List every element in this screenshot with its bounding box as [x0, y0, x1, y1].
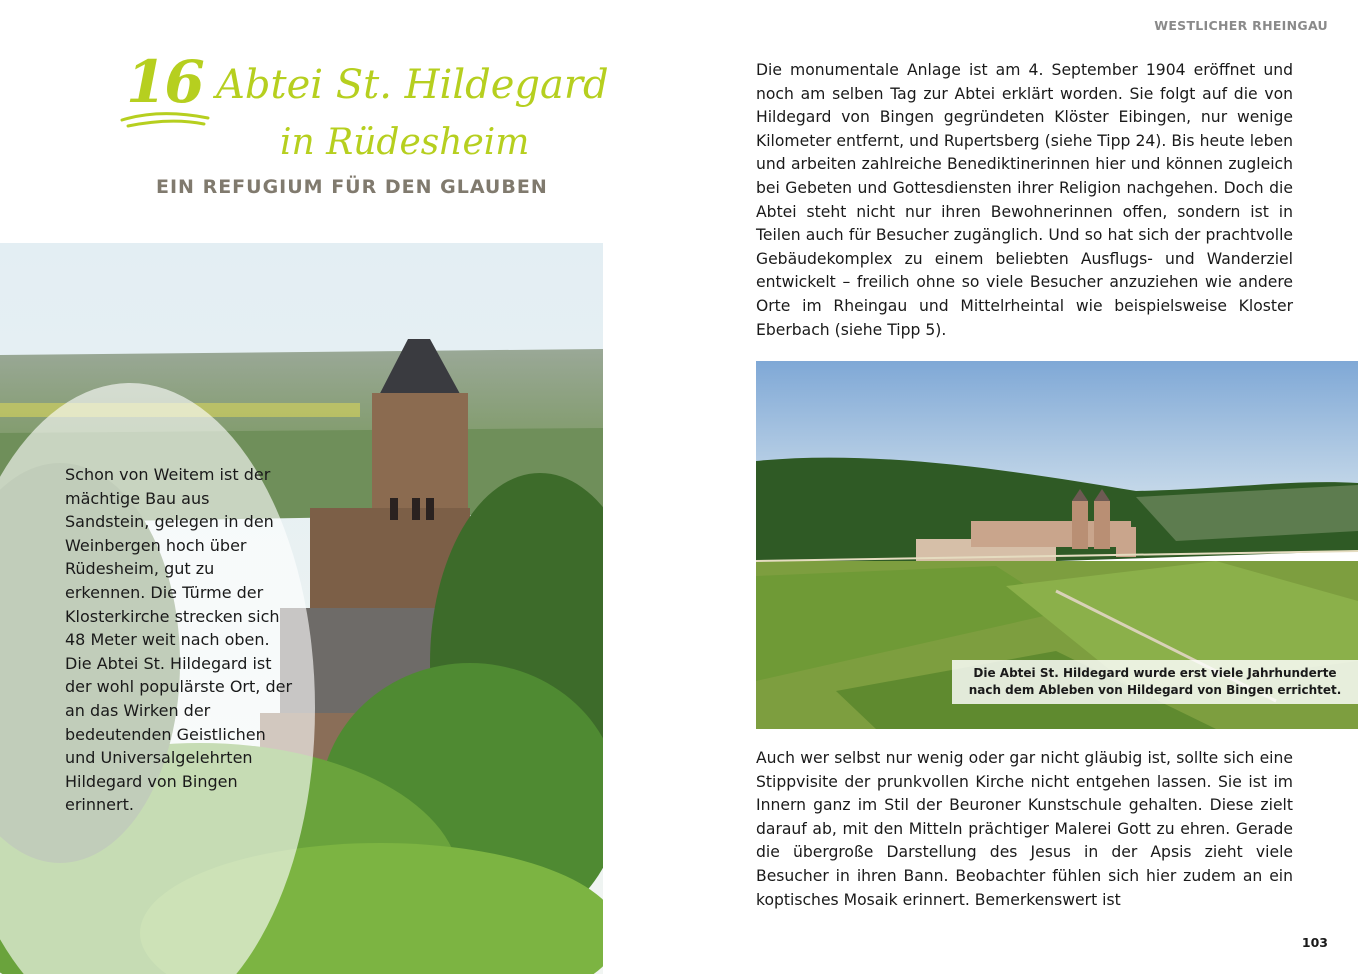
subtitle: EIN REFUGIUM FÜR DEN GLAUBEN	[156, 176, 548, 198]
swoosh-decoration	[118, 108, 214, 130]
body-paragraph-1: Die monumentale Anlage ist am 4. September 1904 eröffnet und noch am selben Tag zur Abtei erklärt worden. Sie folgt auf die von Hildegard von Bingen gegründeten Klöster Eibingen, nur wenige Kilometer entfernt, und Rupertsberg (siehe Tipp 24). Bis heute leben und arbeiten zahlreiche Benediktinerinnen hier und können zugleich bei Gebeten und Gottesdiensten ihrer Religion nachgehen. Doch die Abtei steht nicht nur ihren Bewohnerinnen offen, sondern ist in Teilen auch für Besucher zugänglich. Und so hat sich der prachtvolle Gebäudekomplex zu einem beliebten Ausflugs- und Wanderziel entwickelt – freilich ohne so viele Besucher anzuziehen wie andere Orte im Rheingau und Mittelrheintal wie beispielsweise Kloster Eberbach (siehe Tipp 5).	[756, 61, 1293, 339]
tip-number: 16	[126, 48, 203, 116]
title-line-1: Abtei St. Hildegard	[216, 62, 609, 108]
page-number: 103	[1301, 935, 1328, 950]
caption-line-1: Die Abtei St. Hildegard wurde erst viele Jahrhunderte	[973, 666, 1337, 680]
caption-line-2: nach dem Ableben von Hildegard von Bingen errichtet.	[968, 683, 1342, 697]
overlay-intro-text: Schon von Weitem ist der mächtige Bau aus Sandstein, gelegen in den Weinbergen hoch über Rüdesheim, gut zu erkennen. Die Türme der Klosterkirche strecken sich 48 Meter weit nach oben. Die Abtei St. Hildegard ist der wohl populärste Ort, der an das Wirken der bedeutenden Geistlichen und Universalgelehrten Hildegard von Bingen erinnert.	[65, 465, 293, 815]
title-block	[118, 46, 609, 166]
body-paragraph-2: Auch wer selbst nur wenig oder gar nicht gläubig ist, sollte sich eine Stippvisite der prunkvollen Kirche nicht entgehen lassen. Sie ist im Innern ganz im Stil der Beuroner Kunstschule gehalten. Diese zielt darauf ab, mit den Mitteln prächtiger Malerei Gott zu ehren. Gerade die übergroße Darstellung des Jesus in der Apsis zieht viele Besucher in ihren Bann. Beobachter fühlen sich hier zudem an ein koptisches Mosaik erinnert. Bemerkenswert ist	[756, 749, 1293, 909]
title-line-2: in Rüdesheim	[280, 122, 530, 163]
running-head: WESTLICHER RHEINGAU	[1154, 18, 1328, 33]
photo-caption	[952, 660, 1358, 704]
